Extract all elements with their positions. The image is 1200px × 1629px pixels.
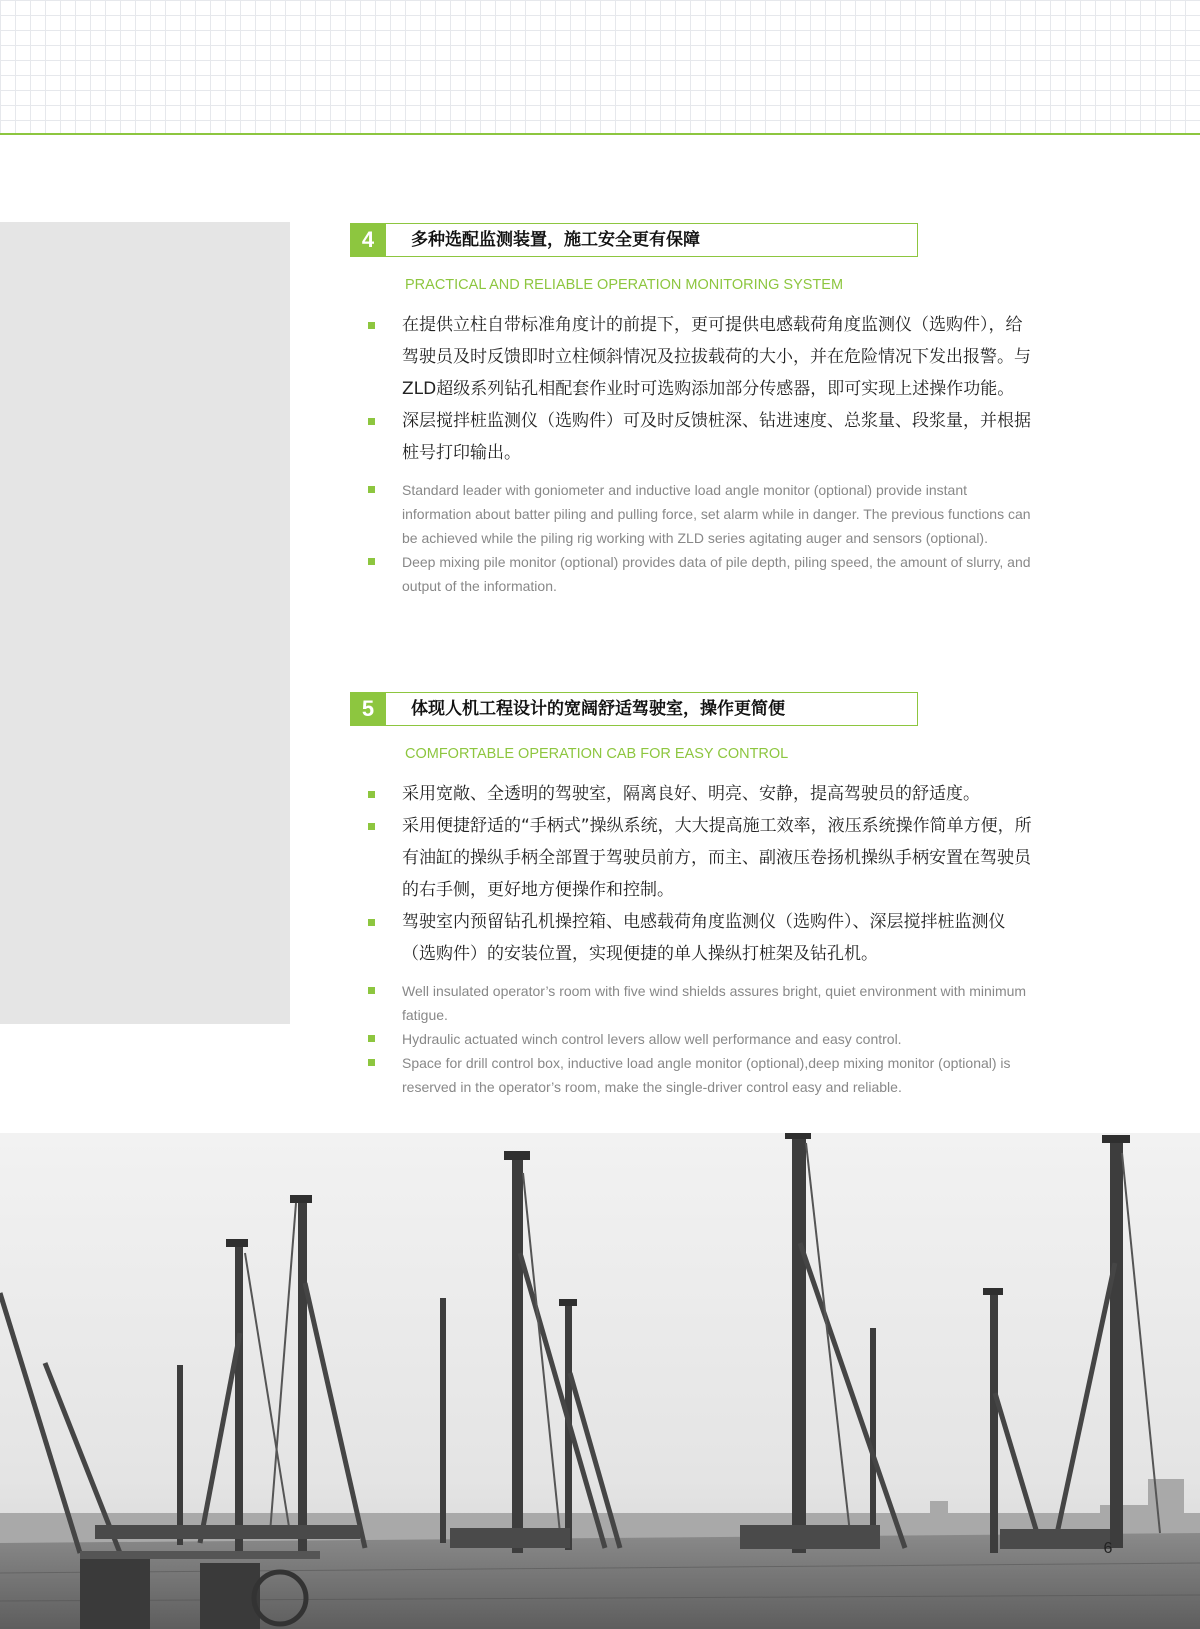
list-item — [350, 1027, 1035, 1051]
list-item — [350, 1051, 1035, 1099]
list-item-text: 深层搅拌桩监测仪（选购件）可及时反馈桩深、钻进速度、总浆量、段浆量，并根据桩号打印输出。 — [402, 411, 1031, 463]
list-item — [350, 309, 1035, 405]
bullet-square-icon — [368, 1059, 375, 1066]
section-header — [350, 692, 918, 726]
section-subtitle: COMFORTABLE OPERATION CAB FOR EASY CONTROL — [405, 746, 789, 762]
pile-drivers-construction-site-photo — [0, 1133, 1200, 1629]
bullet-square-icon — [368, 791, 375, 798]
gray-side-panel — [0, 222, 290, 1024]
section-number: 4 — [350, 223, 386, 257]
list-item-text: 在提供立柱自带标准角度计的前提下，更可提供电感载荷角度监测仪（选购件），给驾驶员及时反馈即时立柱倾斜情况及拉拔载荷的大小，并在危险情况下发出报警。与ZLD超级系列钻孔相配套作业时可选购添加部分传感器，即可实现上述操作功能。 — [402, 315, 1031, 399]
section-header — [350, 223, 918, 257]
section-4 — [350, 223, 1035, 598]
list-item-text: Hydraulic actuated winch control levers allow well performance and easy control. — [402, 1031, 902, 1047]
bullet-square-icon — [368, 1035, 375, 1042]
list-item — [350, 778, 1035, 810]
bullet-square-icon — [368, 558, 375, 565]
list-item-text: Standard leader with goniometer and inductive load angle monitor (optional) provide instant information about batter piling and pulling force, set alarm while in danger. The previous functions can be achieved while the piling rig working with ZLD series agitating auger and sensors (optional). — [402, 482, 1031, 546]
english-bullet-list — [350, 478, 1035, 598]
list-item — [350, 906, 1035, 970]
bullet-square-icon — [368, 322, 375, 329]
list-item — [350, 405, 1035, 469]
list-item-text: 采用便捷舒适的“手柄式”操纵系统，大大提高施工效率，液压系统操作简单方便，所有油缸的操纵手柄全部置于驾驶员前方，而主、副液压卷扬机操纵手柄安置在驾驶员的右手侧，更好地方便操作和控制。 — [402, 816, 1032, 900]
list-item-text: 采用宽敞、全透明的驾驶室，隔离良好、明亮、安静，提高驾驶员的舒适度。 — [402, 784, 980, 804]
list-item-text: Well insulated operator’s room with five wind shields assures bright, quiet environment with minimum fatigue. — [402, 983, 1027, 1023]
list-item-text: 驾驶室内预留钻孔机操控箱、电感载荷角度监测仪（选购件）、深层搅拌桩监测仪（选购件）的安装位置，实现便捷的单人操纵打桩架及钻孔机。 — [402, 912, 1006, 964]
list-item — [350, 979, 1035, 1027]
bullet-square-icon — [368, 418, 375, 425]
chinese-bullet-list — [350, 778, 1035, 970]
section-5 — [350, 692, 1035, 1099]
header-divider — [0, 133, 1200, 135]
section-title: 多种选配监测装置，施工安全更有保障 — [411, 230, 700, 250]
bullet-square-icon — [368, 486, 375, 493]
section-subtitle: PRACTICAL AND RELIABLE OPERATION MONITORING SYSTEM — [405, 277, 844, 293]
list-item — [350, 478, 1035, 550]
section-title: 体现人机工程设计的宽阔舒适驾驶室，操作更简便 — [411, 699, 785, 719]
list-item — [350, 550, 1035, 598]
english-bullet-list — [350, 979, 1035, 1099]
bullet-square-icon — [368, 823, 375, 830]
section-number: 5 — [350, 692, 386, 726]
bullet-square-icon — [368, 987, 375, 994]
page-number: 6 — [1103, 1540, 1113, 1557]
bullet-square-icon — [368, 919, 375, 926]
list-item-text: Deep mixing pile monitor (optional) provides data of pile depth, piling speed, the amount of slurry, and output of the information. — [402, 554, 1031, 594]
list-item-text: Space for drill control box, inductive load angle monitor (optional),deep mixing monitor (optional) is reserved in the operator’s room, make the single-driver control easy and reliable. — [402, 1055, 1011, 1095]
chinese-bullet-list — [350, 309, 1035, 469]
list-item — [350, 810, 1035, 906]
grid-pattern-header — [0, 0, 1200, 133]
